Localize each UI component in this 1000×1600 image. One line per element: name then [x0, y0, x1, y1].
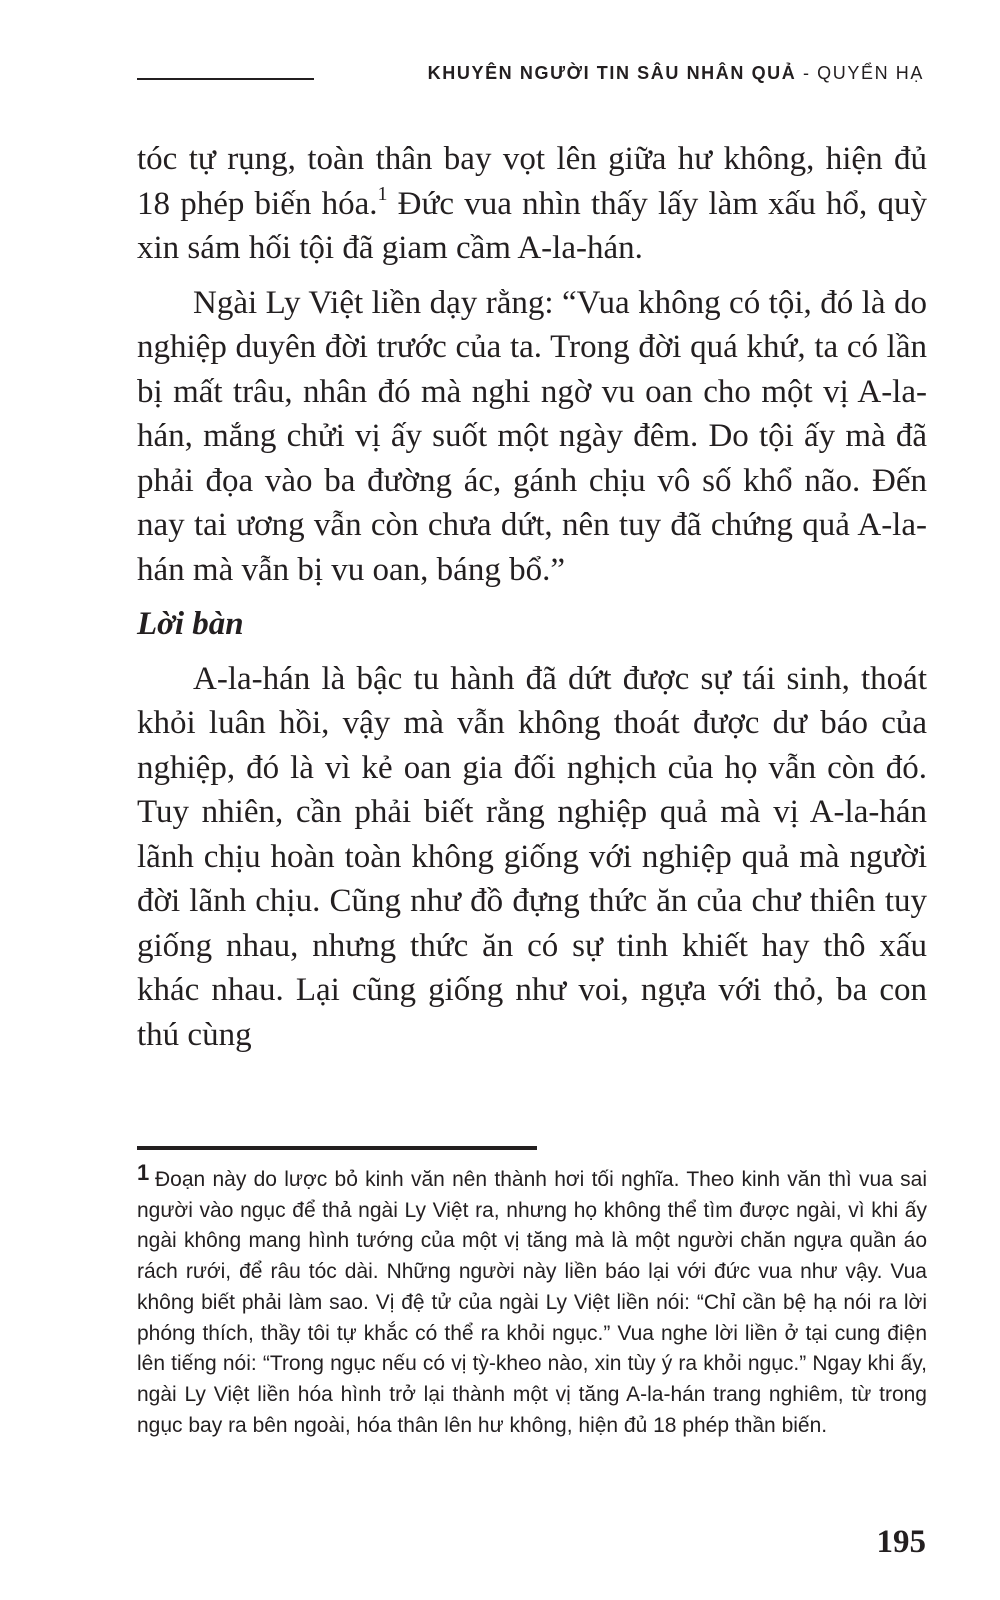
paragraph-3: A-la-hán là bậc tu hành đã dứt được sự tái sinh, thoát khỏi luân hồi, vậy mà vẫn không thoát được dư báo của nghiệp, đó là vì kẻ oan gia đối nghịch của họ vẫn còn đó. Tuy nhiên, cần phải biết rằng nghiệp quả mà vị A-la-hán lãnh chịu hoàn toàn không giống với nghiệp quả mà người đời lãnh chịu. Cũng như đồ đựng thức ăn của chư thiên tuy giống nhau, nhưng thức ăn có sự tinh khiết hay thô xấu khác nhau. Lại cũng giống như voi, ngựa với thỏ, ba con thú cùng [137, 660, 927, 1053]
running-head [428, 63, 924, 84]
running-head-separator: - [796, 63, 818, 83]
paragraph-1-text-a: tóc tự rụng, toàn thân bay vọt lên giữa hư không, hiện đủ 18 phép biến hóa. [137, 141, 927, 222]
page-number: 195 [876, 1524, 926, 1560]
footnote-reference: 1 [377, 182, 388, 205]
footnote [137, 1158, 927, 1441]
paragraph-2: Ngài Ly Việt liền dạy rằng: “Vua không có tội, đó là do nghiệp duyên đời trước của ta. Trong đời quá khứ, ta có lần bị mất trâu, nhân đó mà nghi ngờ vu oan cho một vị A-la-hán, mắng chửi vị ấy suốt một ngày đêm. Do tội ấy mà đã phải đọa vào ba đường ác, gánh chịu vô số khổ não. Đến nay tai ương vẫn còn chưa dứt, nên tuy đã chứng quả A-la-hán mà vẫn bị vu oan, báng bổ.” [137, 284, 927, 588]
paragraph-1-text-b: Đức vua nhìn thấy lấy làm xấu hổ, quỳ xin sám hối tội đã giam cầm A-la-hán. [137, 185, 927, 266]
header-rule [137, 78, 314, 80]
footnote-text: Đoạn này do lược bỏ kinh văn nên thành hơi tối nghĩa. Theo kinh văn thì vua sai người vào ngục để thả ngài Ly Việt ra, nhưng họ không thể tìm được ngài, vì khi ấy ngài không mang hình tướng của một vị tăng mà là một người chăn ngựa quần áo rách rưới, để râu tóc dài. Những người này liền báo lại với đức vua như vậy. Vua không biết phải làm sao. Vị đệ tử của ngài Ly Việt liền nói: “Chỉ cần bệ hạ nói ra lời phóng thích, thầy tôi tự khắc có thể ra khỏi ngục.” Vua nghe lời liền ở tại cung điện lên tiếng nói: “Trong ngục nếu có vị tỳ-kheo nào, xin tùy ý ra khỏi ngục.” Ngay khi ấy, ngài Ly Việt liền hóa hình trở lại thành một vị tăng A-la-hán trang nghiêm, từ trong ngục bay ra bên ngoài, hóa thân lên hư không, hiện đủ 18 phép thần biến. [137, 1168, 927, 1437]
footnote-marker: 1 [137, 1160, 150, 1185]
footnote-rule [137, 1146, 537, 1150]
running-head-book-title: KHUYÊN NGƯỜI TIN SÂU NHÂN QUẢ [427, 63, 797, 83]
main-text [137, 137, 927, 1067]
paragraph-1 [137, 137, 927, 271]
section-heading: Lời bàn [137, 606, 244, 642]
running-head-volume: QUYỂN HẠ [817, 63, 924, 83]
